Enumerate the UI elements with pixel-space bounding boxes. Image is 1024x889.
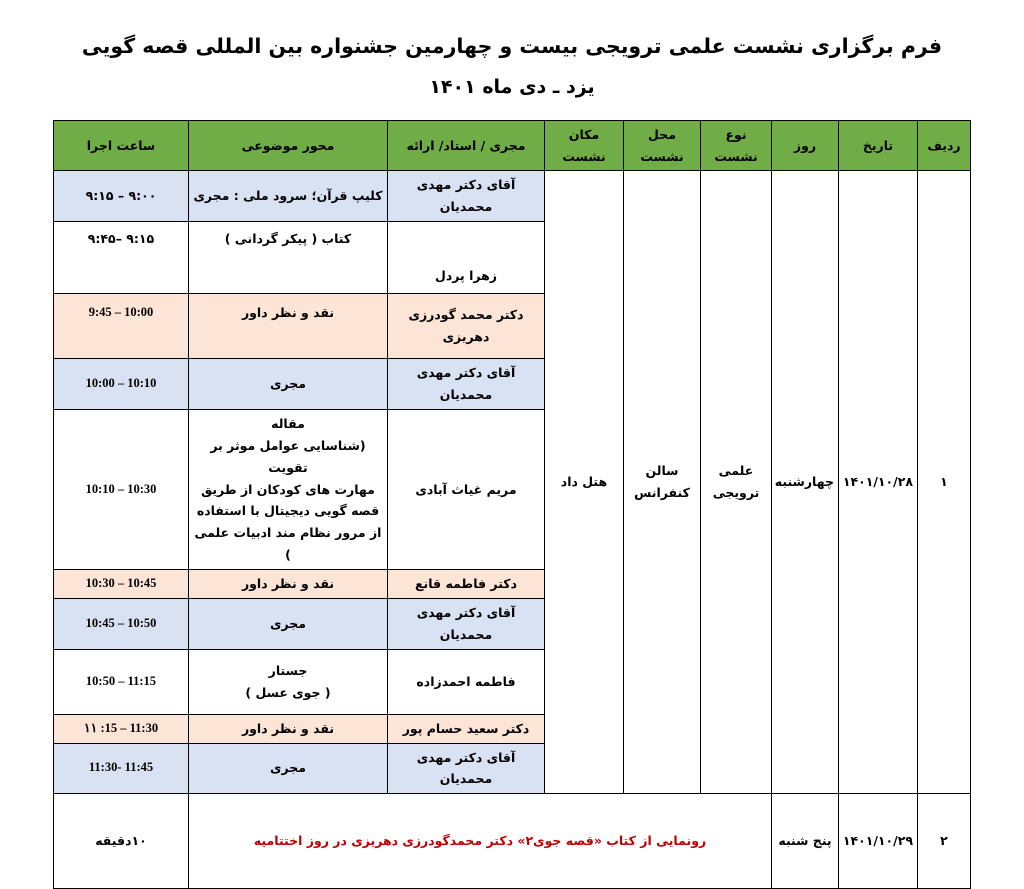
mehvar-body-line1: (شناسایی عوامل موثر بر تقویت bbox=[210, 437, 366, 475]
column-header-mehvar: محور موضوعی bbox=[189, 120, 388, 171]
mehvar-body-line4: از مرور نظام مند ادبیات علمی ) bbox=[194, 525, 382, 563]
page-title: فرم برگزاری نشست علمی ترویجی بیست و چهارمین جشنواره بین المللی قصه گویی bbox=[81, 34, 943, 58]
table-row bbox=[54, 794, 971, 889]
table-row bbox=[54, 171, 971, 222]
table-body bbox=[54, 171, 971, 889]
cell-time: 10:50 – 11:15 bbox=[54, 649, 189, 714]
cell-mojri: آقای دکتر مهدی محمدیان bbox=[388, 743, 545, 794]
mojri-line2: دهریزی bbox=[442, 329, 490, 345]
mehvar-body-line1: ( جوی عسل ) bbox=[245, 684, 331, 700]
cell-mehvar: کتاب ( پیکر گردانی ) bbox=[189, 222, 388, 294]
mahal-neshast-line1: سالن bbox=[645, 463, 679, 479]
cell-tarikh-2: ۱۴۰۱/۱۰/۲۹ bbox=[839, 794, 918, 889]
cell-mojri: دکتر فاطمه قانع bbox=[388, 570, 545, 599]
cell-mehvar: نقد و نظر داور bbox=[189, 714, 388, 743]
cell-time: 10:45 – 10:50 bbox=[54, 598, 189, 649]
cell-noe-neshast-1 bbox=[701, 171, 772, 794]
column-header-rooz: روز bbox=[772, 120, 839, 171]
page-subtitle: یزد ـ دی ماه ۱۴۰۱ bbox=[429, 75, 595, 98]
cell-mojri: دکتر سعید حسام پور bbox=[388, 714, 545, 743]
cell-time: 10:00 – 10:10 bbox=[54, 359, 189, 410]
mehvar-body-line2: مهارت های کودکان از طریق bbox=[201, 481, 375, 497]
header-row bbox=[54, 120, 971, 171]
document-title-block bbox=[0, 0, 1024, 98]
cell-makan-neshast-1: هتل داد bbox=[545, 171, 624, 794]
cell-time: ۹:۰۰ – ۹:۱۵ bbox=[54, 171, 189, 222]
cell-duration: ۱۰دقیقه bbox=[54, 794, 189, 889]
cell-time: 11:30- 11:45 bbox=[54, 743, 189, 794]
column-header-radif: ردیف bbox=[918, 120, 971, 171]
cell-mojri: مریم غیاث آبادی bbox=[388, 409, 545, 569]
mojri-line1: دکتر محمد گودرزی bbox=[408, 307, 524, 323]
cell-time: ۹:۱۵ –۹:۴۵ bbox=[54, 222, 189, 294]
cell-mojri: فاطمه احمدزاده bbox=[388, 649, 545, 714]
column-header-noe-neshast: نوع نشست bbox=[701, 120, 772, 171]
cell-radif-2: ۲ bbox=[918, 794, 971, 889]
noe-neshast-line2: ترویجی bbox=[712, 485, 760, 501]
schedule-table bbox=[53, 120, 971, 889]
column-header-saat-ejra: ساعت اجرا bbox=[54, 120, 189, 171]
mehvar-title: جستار bbox=[268, 662, 308, 678]
table-header bbox=[54, 120, 971, 171]
cell-mehvar: کلیپ قرآن؛ سرود ملی : مجری bbox=[189, 171, 388, 222]
mehvar-body-line3: قصه گویی دیجیتال با استفاده bbox=[196, 503, 380, 519]
column-header-makan-neshast: مکان نشست bbox=[545, 120, 624, 171]
cell-mehvar: مجری bbox=[189, 598, 388, 649]
cell-tarikh-1: ۱۴۰۱/۱۰/۲۸ bbox=[839, 171, 918, 794]
cell-rooz-2: پنج شنبه bbox=[772, 794, 839, 889]
column-header-tarikh: تاریخ bbox=[839, 120, 918, 171]
cell-mehvar bbox=[189, 409, 388, 569]
cell-radif-1: ۱ bbox=[918, 171, 971, 794]
cell-time: 10:30 – 10:45 bbox=[54, 570, 189, 599]
cell-mojri: آقای دکتر مهدی محمدیان bbox=[388, 359, 545, 410]
mehvar-title: مقاله bbox=[271, 415, 305, 431]
cell-mojri: آقای دکتر مهدی محمدیان bbox=[388, 598, 545, 649]
cell-mehvar bbox=[189, 649, 388, 714]
cell-mojri bbox=[388, 294, 545, 359]
column-header-mahal-neshast: محل نشست bbox=[624, 120, 701, 171]
cell-announcement: رونمایی از کتاب «قصه جوی۲» دکتر محمدگودرزی دهریزی در روز اختتامیه bbox=[189, 794, 772, 889]
cell-time: 9:45 – 10:00 bbox=[54, 294, 189, 359]
cell-time: ۱۱ :15 – 11:30 bbox=[54, 714, 189, 743]
cell-mehvar: مجری bbox=[189, 359, 388, 410]
cell-mehvar: نقد و نظر داور bbox=[189, 570, 388, 599]
column-header-mojri: مجری / استاد/ ارائه bbox=[388, 120, 545, 171]
cell-mehvar: مجری bbox=[189, 743, 388, 794]
noe-neshast-line1: علمی bbox=[718, 463, 754, 479]
cell-mojri: زهرا پردل bbox=[388, 222, 545, 294]
cell-mojri: آقای دکتر مهدی محمدیان bbox=[388, 171, 545, 222]
cell-rooz-1: چهارشنبه bbox=[772, 171, 839, 794]
mahal-neshast-line2: کنفرانس bbox=[634, 485, 690, 501]
cell-mehvar: نقد و نظر داور bbox=[189, 294, 388, 359]
cell-mahal-neshast-1 bbox=[624, 171, 701, 794]
cell-time: 10:10 – 10:30 bbox=[54, 409, 189, 569]
